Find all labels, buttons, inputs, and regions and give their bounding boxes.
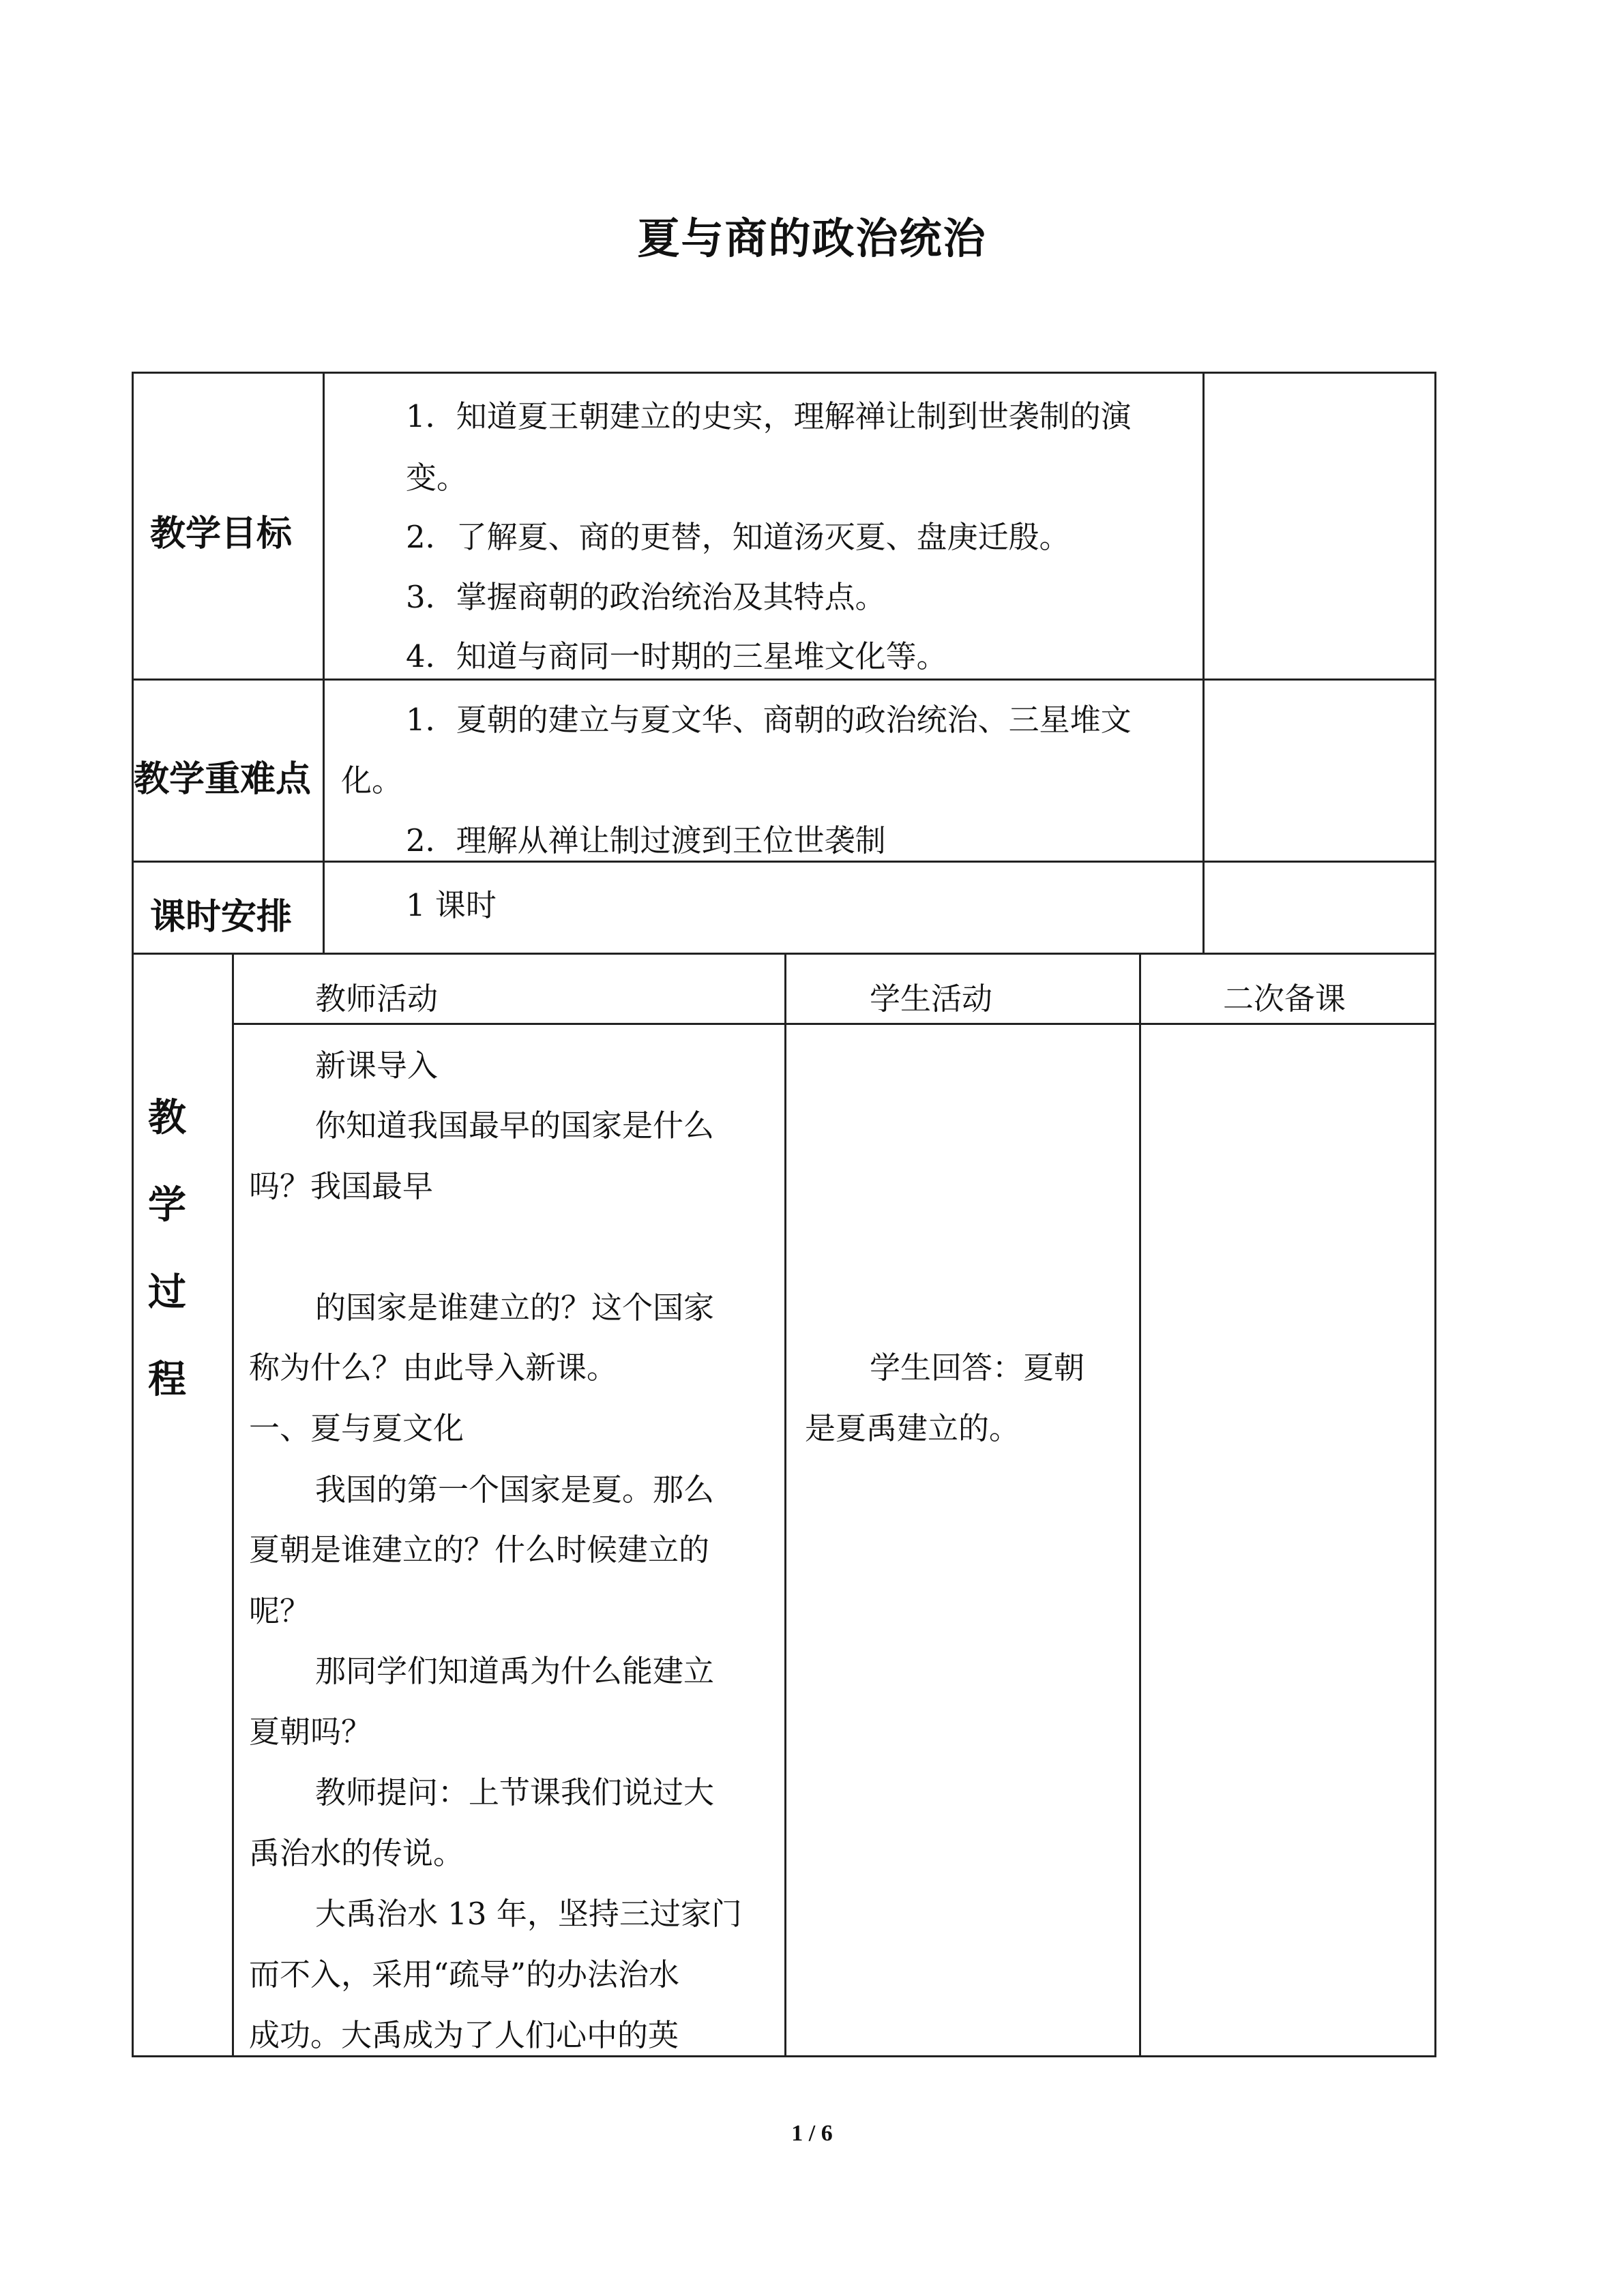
teacher-line: 吗？我国最早	[249, 1168, 434, 1204]
process-label-char: 过	[148, 1270, 186, 1315]
teacher-line: 教师提问：上节课我们说过大	[315, 1774, 715, 1810]
row-divider	[132, 679, 1436, 681]
label-column-divider	[323, 372, 325, 955]
teacher-line: 我国的第一个国家是夏。那么	[315, 1472, 715, 1508]
teacher-line: 呢？	[249, 1593, 311, 1629]
key-point-line: 2．理解从禅让制过渡到王位世袭制	[406, 822, 886, 859]
teacher-line: 夏朝吗？	[249, 1714, 372, 1750]
notes-column-divider-top	[1202, 372, 1205, 955]
process-label-char: 程	[148, 1358, 186, 1402]
student-line: 学生回答：夏朝	[870, 1350, 1085, 1386]
schedule-value: 1 课时	[406, 887, 497, 923]
teacher-line: 夏朝是谁建立的？什么时候建立的	[249, 1532, 710, 1568]
teacher-line: 的国家是谁建立的？这个国家	[315, 1289, 715, 1326]
teacher-line: 那同学们知道禹为什么能建立	[315, 1653, 715, 1689]
student-activity-header: 学生活动	[870, 981, 993, 1017]
table-right-border	[1434, 372, 1436, 2057]
student-notes-divider	[1139, 953, 1141, 2057]
row-divider	[132, 861, 1436, 863]
teacher-line: 一、夏与夏文化	[249, 1410, 464, 1446]
teacher-line: 你知道我国最早的国家是什么	[315, 1107, 715, 1144]
page-number: 1 / 6	[791, 2121, 833, 2146]
schedule-label: 课时安排	[150, 897, 293, 938]
objective-line: 1．知道夏王朝建立的史实，理解禅让制到世袭制的演	[406, 398, 1132, 434]
objective-line: 2．了解夏、商的更替，知道汤灭夏、盘庚迁殷。	[406, 519, 1070, 555]
process-label-char: 教	[148, 1096, 186, 1140]
teacher-line: 大禹治水 13 年，坚持三过家门	[315, 1896, 742, 1932]
table-top-border	[132, 372, 1436, 374]
objective-line: 4．知道与商同一时期的三星堆文化等。	[406, 638, 947, 674]
table-left-border	[132, 372, 134, 2057]
teacher-student-divider	[784, 953, 786, 2057]
teacher-line: 新课导入	[315, 1047, 439, 1084]
student-line: 是夏禹建立的。	[805, 1410, 1020, 1446]
second-prep-header: 二次备课	[1223, 981, 1346, 1017]
process-label-divider	[232, 953, 234, 2057]
objectives-label: 教学目标	[150, 513, 293, 554]
objective-line: 3．掌握商朝的政治统治及其特点。	[406, 579, 886, 615]
teacher-line: 禹治水的传说。	[249, 1835, 464, 1871]
process-header-divider	[232, 1023, 1436, 1025]
key-point-line: 化。	[341, 762, 403, 799]
teacher-line: 而不入，采用“疏导”的办法治水	[249, 1956, 680, 1993]
teacher-activity-header: 教师活动	[315, 981, 439, 1017]
objective-line: 变。	[406, 460, 468, 496]
process-label-char: 学	[148, 1183, 186, 1227]
key-point-line: 1．夏朝的建立与夏文华、商朝的政治统治、三星堆文	[406, 702, 1132, 738]
teacher-line: 成功。大禹成为了人们心中的英	[249, 2017, 679, 2053]
teacher-line: 称为什么？由此导入新课。	[249, 1350, 618, 1386]
document-title: 夏与商的政治统治	[637, 213, 987, 263]
key-points-label: 教学重难点	[134, 759, 312, 800]
